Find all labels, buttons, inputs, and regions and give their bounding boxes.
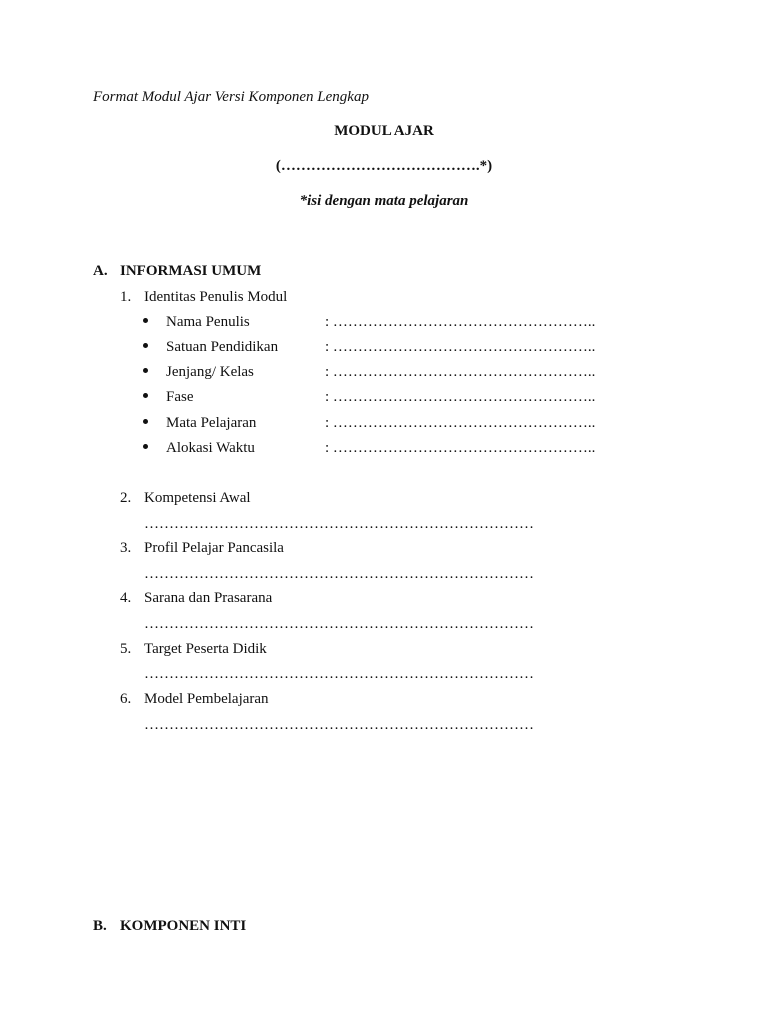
- item-fill-line: ……………………………………………………………………: [144, 666, 534, 682]
- item-number: 2.: [120, 490, 132, 506]
- item-number: 4.: [120, 590, 132, 606]
- item-title-model-pembelajaran: Model Pembelajaran: [144, 691, 269, 707]
- bullet-icon: [143, 444, 148, 449]
- field-value-jenjang-kelas: : ……………………………………………..: [325, 364, 596, 380]
- item-title-target-peserta: Target Peserta Didik: [144, 641, 267, 657]
- item-fill-line: ……………………………………………………………………: [144, 717, 534, 733]
- field-value-mata-pelajaran: : ……………………………………………..: [325, 415, 596, 431]
- field-label-satuan-pendidikan: Satuan Pendidikan: [166, 339, 279, 355]
- item-title-kompetensi-awal: Kompetensi Awal: [144, 490, 251, 506]
- format-title: Format Modul Ajar Versi Komponen Lengkap: [93, 89, 369, 105]
- bullet-icon: [143, 419, 148, 424]
- item-title-profil-pelajar: Profil Pelajar Pancasila: [144, 540, 284, 556]
- subject-note: *isi dengan mata pelajaran: [299, 193, 469, 209]
- field-label-alokasi-waktu: Alokasi Waktu: [166, 440, 255, 456]
- item-fill-line: ……………………………………………………………………: [144, 566, 534, 582]
- section-a-letter: A.: [93, 263, 108, 279]
- field-label-fase: Fase: [166, 389, 194, 405]
- identity-number: 1.: [120, 289, 132, 305]
- item-number: 3.: [120, 540, 132, 556]
- field-label-mata-pelajaran: Mata Pelajaran: [166, 415, 257, 431]
- section-b-letter: B.: [93, 918, 107, 934]
- item-number: 5.: [120, 641, 132, 657]
- field-label-jenjang-kelas: Jenjang/ Kelas: [166, 364, 254, 380]
- field-label-nama-penulis: Nama Penulis: [166, 314, 250, 330]
- field-value-alokasi-waktu: : ……………………………………………..: [325, 440, 596, 456]
- field-value-satuan-pendidikan: : ……………………………………………..: [325, 339, 596, 355]
- subject-placeholder: (………………………………….*): [275, 158, 493, 174]
- item-fill-line: ……………………………………………………………………: [144, 516, 534, 532]
- module-title: MODUL AJAR: [334, 123, 434, 139]
- section-a-title: INFORMASI UMUM: [120, 263, 262, 279]
- bullet-icon: [143, 393, 148, 398]
- field-value-nama-penulis: : ……………………………………………..: [325, 314, 596, 330]
- bullet-icon: [143, 343, 148, 348]
- bullet-icon: [143, 368, 148, 373]
- field-value-fase: : ……………………………………………..: [325, 389, 596, 405]
- identity-title: Identitas Penulis Modul: [144, 289, 288, 305]
- item-number: 6.: [120, 691, 132, 707]
- item-title-sarana-prasarana: Sarana dan Prasarana: [144, 590, 273, 606]
- section-b-title: KOMPONEN INTI: [120, 918, 247, 934]
- item-fill-line: ……………………………………………………………………: [144, 616, 534, 632]
- bullet-icon: [143, 318, 148, 323]
